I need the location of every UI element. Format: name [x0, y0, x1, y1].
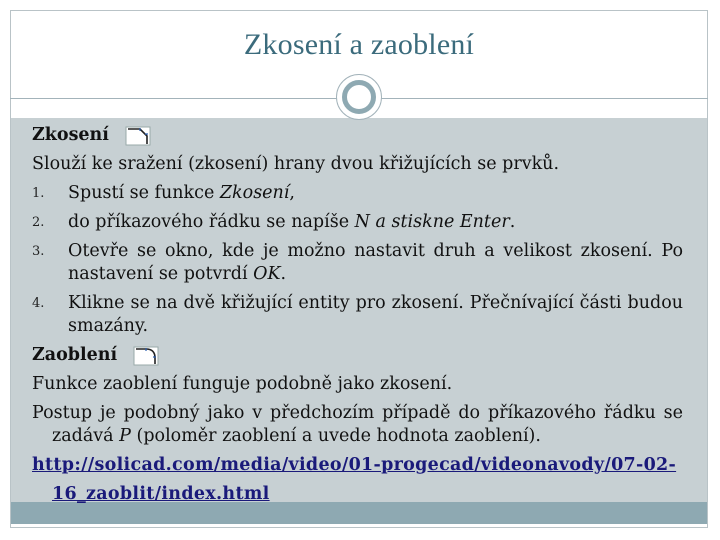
- fillet-line-1: Funkce zaoblení funguje podobně jako zkosení.: [32, 374, 453, 394]
- chamfer-tool-icon: [125, 126, 151, 146]
- step-text-end: ,: [289, 183, 295, 203]
- fillet-emphasis: P: [119, 426, 131, 446]
- list-item: [32, 179, 683, 208]
- list-number: 4.: [32, 296, 45, 311]
- list-number: 2.: [32, 215, 45, 230]
- list-number: 3.: [32, 244, 45, 259]
- fillet-text: Postup je podobný jako v předchozím případě do příkazového řádku se zadává: [32, 403, 683, 446]
- step-text: do příkazového řádku se napíše: [68, 212, 355, 232]
- step-text-end: .: [509, 212, 516, 232]
- chamfer-intro: Slouží ke sražení (zkosení) hrany dvou křižujících se prvků.: [32, 154, 560, 174]
- list-item: [32, 208, 683, 237]
- step-text: Spustí se funkce: [68, 183, 220, 203]
- step-text-end: .: [280, 264, 287, 284]
- step-emphasis: OK: [253, 264, 281, 284]
- video-tutorial-link[interactable]: http://solicad.com/media/video/01-progecad/videonavody/07-02-16_zaoblit/index.html: [32, 455, 677, 504]
- chamfer-heading: Zkosení: [32, 125, 109, 145]
- fillet-link-block: [32, 451, 683, 509]
- step-emphasis: Zkosení: [219, 183, 290, 203]
- step-emphasis: N a stiskne Enter: [354, 212, 510, 232]
- step-text: Klikne se na dvě křižující entity pro zkosení. Přečnívající části budou smazány.: [68, 293, 683, 336]
- slide-title: Zkosení a zaoblení: [243, 28, 475, 61]
- list-item: [32, 237, 683, 289]
- chamfer-heading-row: [32, 121, 683, 150]
- slide-content: [32, 121, 683, 509]
- divider-ring-icon: [342, 80, 376, 114]
- fillet-text-end: (poloměr zaoblení a uvede hodnota zaoblení).: [130, 426, 541, 446]
- fillet-line-2: [32, 399, 683, 451]
- fillet-tool-icon: [133, 346, 159, 366]
- step-text: Otevře se okno, kde je možno nastavit druh a velikost zkosení. Po nastavení se potvrdí: [68, 241, 683, 284]
- list-item: [32, 289, 683, 341]
- fillet-heading: Zaoblení: [32, 345, 118, 365]
- fillet-heading-row: [32, 341, 683, 370]
- list-number: 1.: [32, 186, 45, 201]
